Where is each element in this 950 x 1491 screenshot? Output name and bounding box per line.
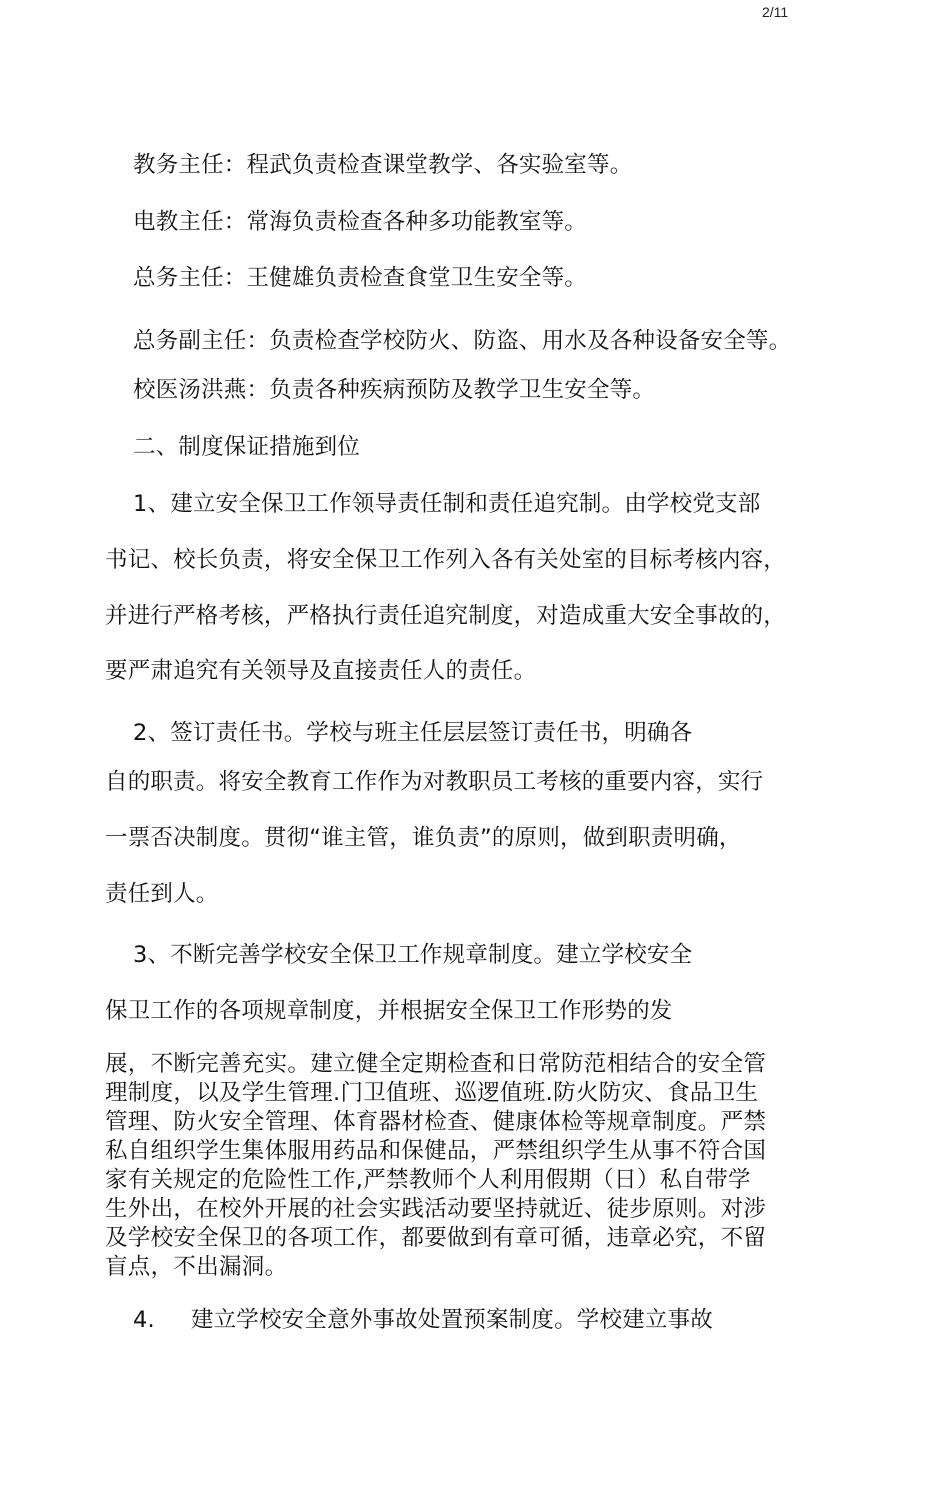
text-line: 书记、校长负责，将安全保卫工作列入各有关处室的目标考核内容， — [105, 547, 787, 573]
text-line: 及学校安全保卫的各项工作，都要做到有章可循，违章必究，不留 — [105, 1225, 767, 1251]
text-line: 电教主任：常海负责检查各种多功能教室等。 — [133, 209, 588, 235]
text-line: 展，不断完善充实。建立健全定期检查和日常防范相结合的安全管 — [105, 1051, 767, 1077]
text-line: 3、不断完善学校安全保卫工作规章制度。建立学校安全 — [133, 942, 693, 968]
text-line: 责任到人。 — [105, 881, 219, 907]
text-line: 要严肃追究有关领导及直接责任人的责任。 — [105, 658, 537, 684]
text-line: 管理、防火安全管理、体育器材检查、健康体检等规章制度。严禁 — [105, 1109, 767, 1135]
text-line: 生外出，在校外开展的社会实践活动要坚持就近、徒步原则。对涉 — [105, 1196, 767, 1222]
text-line: 一票否决制度。贯彻“谁主管，谁负责”的原则，做到职责明确， — [105, 825, 742, 851]
section-heading: 二、制度保证措施到位 — [133, 434, 361, 460]
text-line: 私自组织学生集体服用药品和保健品，严禁组织学生从事不符合国 — [105, 1138, 767, 1164]
text-line: 盲点，不出漏洞。 — [105, 1254, 288, 1280]
text-line: 教务主任：程武负责检查课堂教学、各实验室等。 — [133, 152, 633, 178]
page-number: 2/11 — [762, 4, 789, 20]
text-line: 总务副主任：负责检查学校防火、防盗、用水及各种设备安全等。 — [133, 328, 792, 354]
item-number: 4. — [133, 1307, 155, 1333]
text-line: 1、建立安全保卫工作领导责任制和责任追究制。由学校党支部 — [133, 491, 761, 517]
text-line: 自的职责。将安全教育工作作为对教职员工考核的重要内容，实行 — [105, 769, 764, 795]
text-line: 并进行严格考核，严格执行责任追究制度，对造成重大安全事故的， — [105, 603, 787, 629]
text-line: 家有关规定的危险性工作,严禁教师个人利用假期（日）私自带学 — [105, 1167, 751, 1193]
text-line: 校医汤洪燕：负责各种疾病预防及教学卫生安全等。 — [133, 377, 656, 403]
text-line: 保卫工作的各项规章制度，并根据安全保卫工作形势的发 — [105, 998, 673, 1024]
item-text: 建立学校安全意外事故处置预案制度。学校建立事故 — [190, 1307, 713, 1333]
text-line: 理制度，以及学生管理.门卫值班、巡逻值班.防火防灾、食品卫生 — [105, 1080, 759, 1106]
text-line: 总务主任：王健雄负责检查食堂卫生安全等。 — [133, 265, 588, 291]
numbered-item-4 — [133, 1302, 713, 1334]
text-line: 2、签订责任书。学校与班主任层层签订责任书，明确各 — [133, 720, 693, 746]
